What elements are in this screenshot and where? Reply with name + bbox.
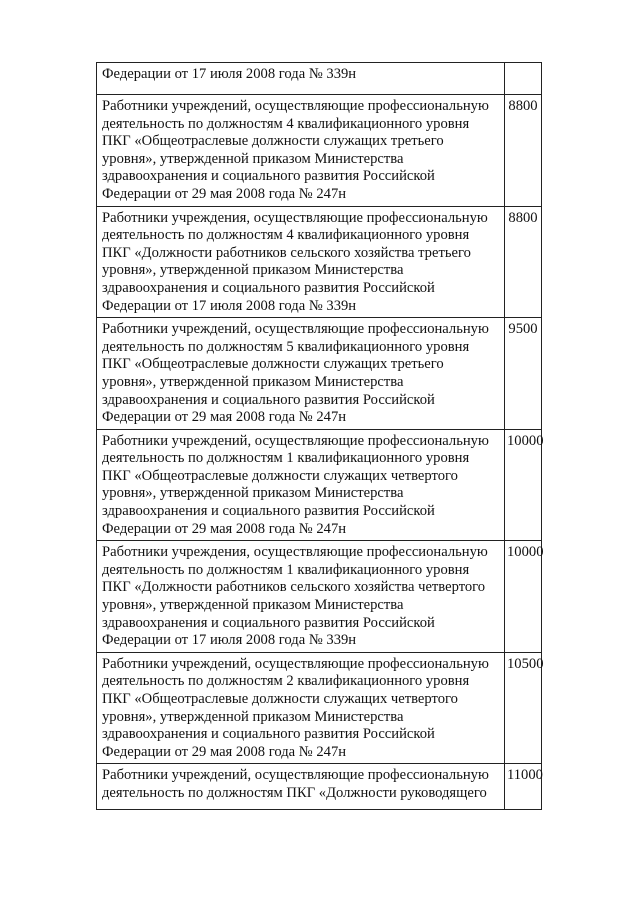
table-row [97, 541, 542, 653]
table-row [97, 95, 542, 207]
salary-value: 10500 [505, 652, 542, 764]
table-row [97, 206, 542, 318]
salary-value: 8800 [505, 95, 542, 207]
position-description: Работники учреждения, осуществляющие профессиональную деятельность по должностям 1 квалификационного уровня ПКГ «Должности работников сельского хозяйства четвертого уровня», утвержденной приказом Министерства здравоохранения и социального развития Российской Федерации от 17 июля 2008 года № 339н [97, 541, 505, 653]
table-row [97, 652, 542, 764]
position-description: Федерации от 17 июля 2008 года № 339н [97, 63, 505, 95]
salary-table [96, 62, 542, 810]
salary-value: 10000 [505, 541, 542, 653]
position-description: Работники учреждений, осуществляющие профессиональную деятельность по должностям 1 квалификационного уровня ПКГ «Общеотраслевые должности служащих четвертого уровня», утвержденной приказом Министерства здравоохранения и социального развития Российской Федерации от 29 мая 2008 года № 247н [97, 429, 505, 541]
position-description: Работники учреждений, осуществляющие профессиональную деятельность по должностям 5 квалификационного уровня ПКГ «Общеотраслевые должности служащих третьего уровня», утвержденной приказом Министерства здравоохранения и социального развития Российской Федерации от 29 мая 2008 года № 247н [97, 318, 505, 430]
salary-value: 9500 [505, 318, 542, 430]
position-description: Работники учреждения, осуществляющие профессиональную деятельность по должностям 4 квалификационного уровня ПКГ «Должности работников сельского хозяйства третьего уровня», утвержденной приказом Министерства здравоохранения и социального развития Российской Федерации от 17 июля 2008 года № 339н [97, 206, 505, 318]
position-description: Работники учреждений, осуществляющие профессиональную деятельность по должностям 2 квалификационного уровня ПКГ «Общеотраслевые должности служащих четвертого уровня», утвержденной приказом Министерства здравоохранения и социального развития Российской Федерации от 29 мая 2008 года № 247н [97, 652, 505, 764]
table-row [97, 429, 542, 541]
table-row [97, 764, 542, 810]
table-row [97, 318, 542, 430]
table-row [97, 63, 542, 95]
salary-value [505, 63, 542, 95]
salary-value: 8800 [505, 206, 542, 318]
position-description: Работники учреждений, осуществляющие профессиональную деятельность по должностям 4 квалификационного уровня ПКГ «Общеотраслевые должности служащих третьего уровня», утвержденной приказом Министерства здравоохранения и социального развития Российской Федерации от 29 мая 2008 года № 247н [97, 95, 505, 207]
salary-value: 10000 [505, 429, 542, 541]
position-description: Работники учреждений, осуществляющие профессиональную деятельность по должностям ПКГ «Должности руководящего [97, 764, 505, 810]
salary-value: 11000 [505, 764, 542, 810]
